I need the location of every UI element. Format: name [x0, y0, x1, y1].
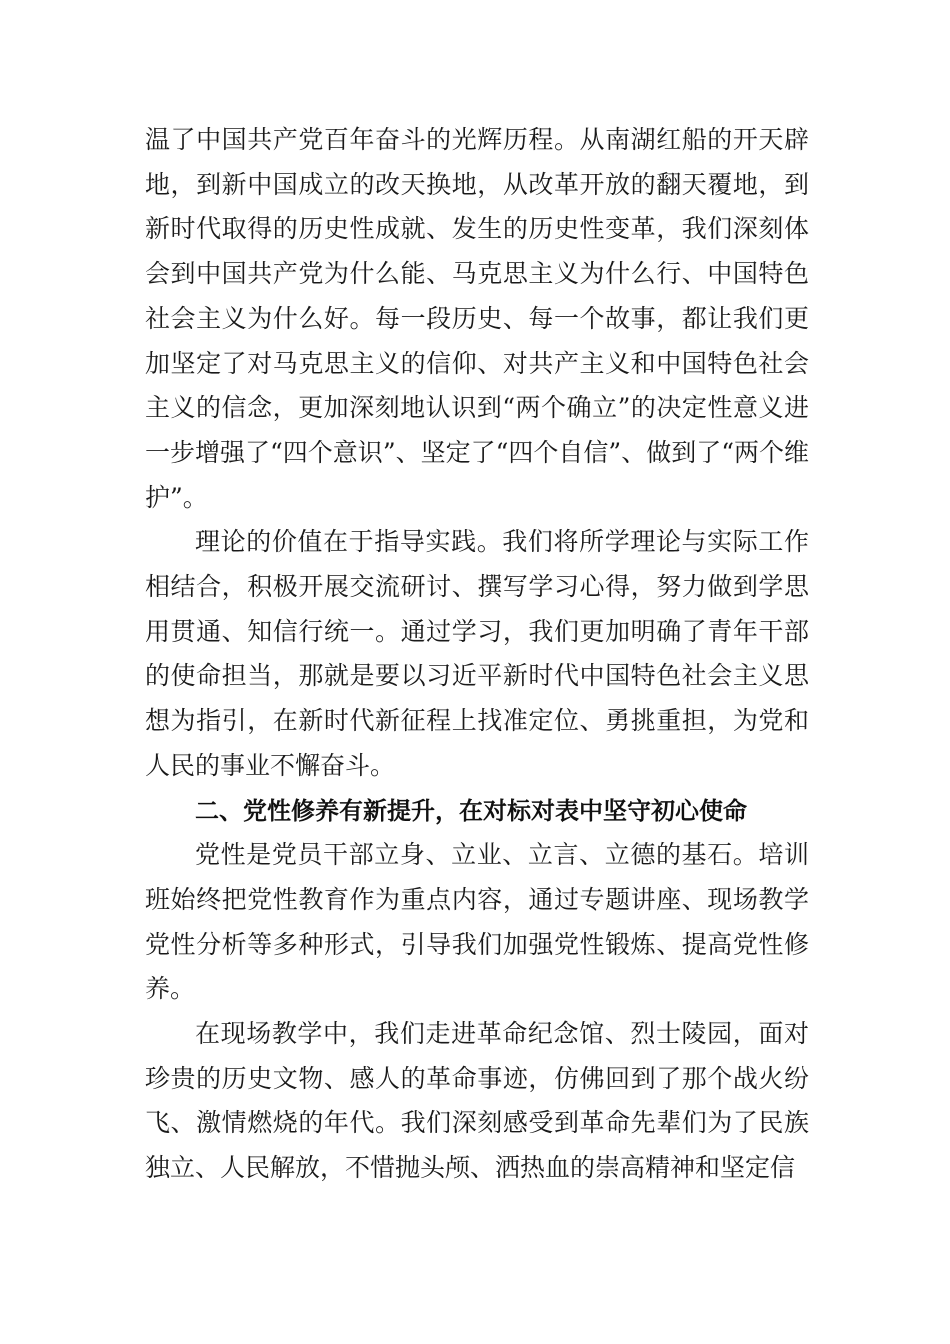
paragraph-theory-practice: 理论的价值在于指导实践。我们将所学理论与实际工作相结合，积极开展交流研讨、撰写学习心得，努力做到学思用贯通、知信行统一。通过学习，我们更加明确了青年干部的使命担当，那就是要以习近平新时代中国特色社会主义思想为指引，在新时代新征程上找准定位、勇挑重担，为党和人民的事业不懈奋斗。	[145, 527, 809, 780]
paragraph-onsite-teaching: 在现场教学中，我们走进革命纪念馆、烈士陵园，面对珍贵的历史文物、感人的革命事迹，仿佛回到了那个战火纷飞、激情燃烧的年代。我们深刻感受到革命先辈们为了民族独立、人民解放，不惜抛头颅、洒热血的崇高精神和坚定信	[145, 1019, 809, 1183]
document-body	[145, 118, 809, 1191]
paragraph-history-reflection: 温了中国共产党百年奋斗的光辉历程。从南湖红船的开天辟地，到新中国成立的改天换地，从改革开放的翻天覆地，到新时代取得的历史性成就、发生的历史性变革，我们深刻体会到中国共产党为什么能、马克思主义为什么行、中国特色社会主义为什么好。每一段历史、每一个故事，都让我们更加坚定了对马克思主义的信仰、对共产主义和中国特色社会主义的信念，更加深刻地认识到“两个确立”的决定性意义进一步增强了“四个意识”、坚定了“四个自信”、做到了“两个维护”。	[145, 125, 809, 512]
paragraph-party-spirit-foundation: 党性是党员干部立身、立业、立言、立德的基石。培训班始终把党性教育作为重点内容，通过专题讲座、现场教学党性分析等多种形式，引导我们加强党性锻炼、提高党性修养。	[145, 840, 809, 1004]
section-heading-party-spirit: 二、党性修养有新提升，在对标对表中坚守初心使命	[195, 796, 747, 825]
